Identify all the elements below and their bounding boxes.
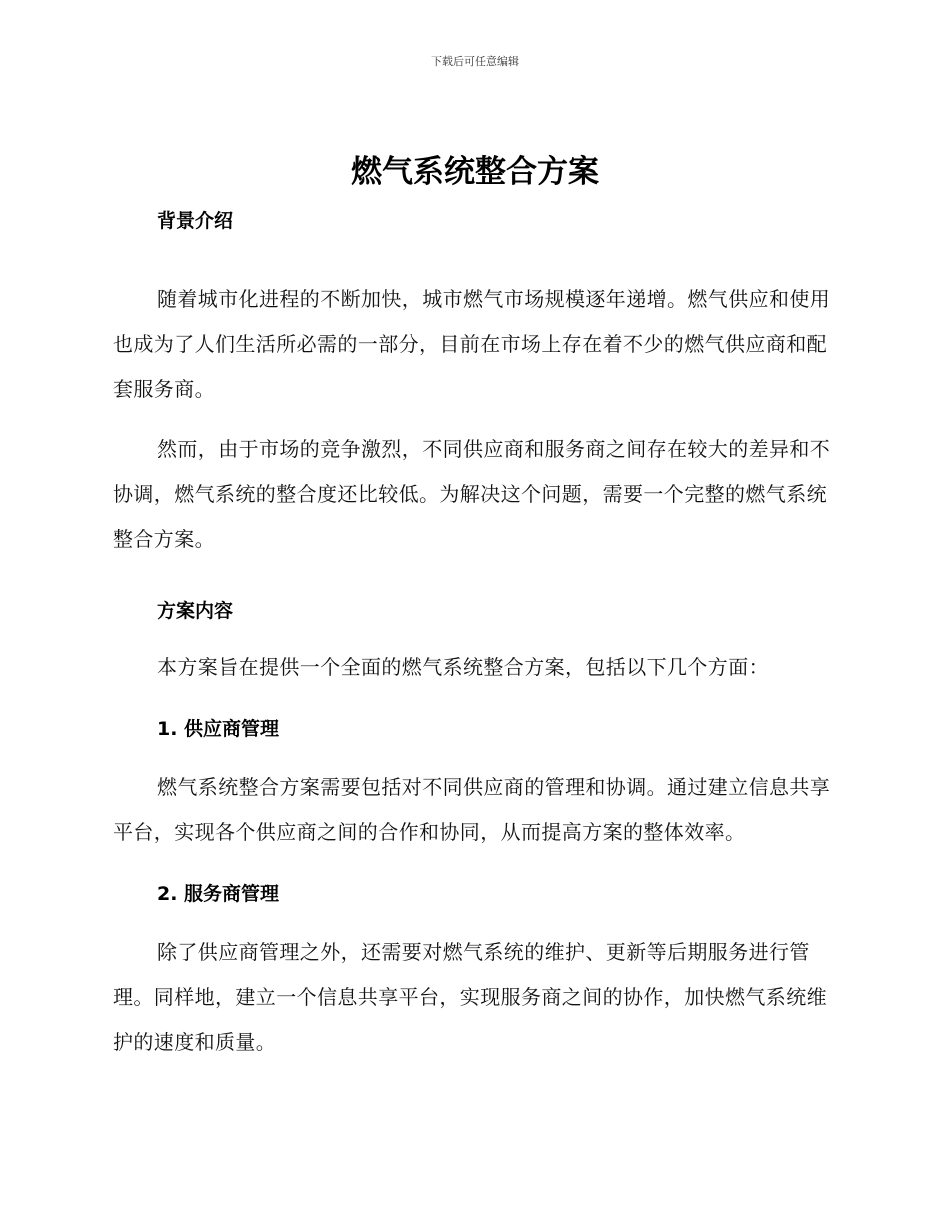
paragraph-supplier: 燃气系统整合方案需要包括对不同供应商的管理和协调。通过建立信息共享平台，实现各个供应商之间的合作和协同，从而提高方案的整体效率。: [113, 775, 831, 844]
header-note: 下载后可任意编辑: [431, 55, 519, 68]
section-heading-background: 背景介绍: [157, 210, 234, 232]
document-title: 燃气系统整合方案: [351, 154, 599, 190]
document-body: [113, 202, 835, 1065]
section-heading-plan: 方案内容: [157, 600, 234, 622]
subsection-heading-supplier: 1. 供应商管理: [157, 718, 280, 740]
paragraph-background-2: 然而，由于市场的竞争激烈，不同供应商和服务商之间存在较大的差异和不协调，燃气系统的整合度还比较低。为解决这个问题，需要一个完整的燃气系统整合方案。: [113, 437, 831, 551]
paragraph-background-1: 随着城市化进程的不断加快，城市燃气市场规模逐年递增。燃气供应和使用也成为了人们生活所必需的一部分，目前在市场上存在着不少的燃气供应商和配套服务商。: [113, 287, 831, 401]
subsection-heading-service: 2. 服务商管理: [157, 883, 280, 905]
paragraph-service: 除了供应商管理之外，还需要对燃气系统的维护、更新等后期服务进行管理。同样地，建立一个信息共享平台，实现服务商之间的协作，加快燃气系统维护的速度和质量。: [113, 940, 827, 1054]
paragraph-plan-intro: 本方案旨在提供一个全面的燃气系统整合方案，包括以下几个方面：: [157, 655, 769, 679]
